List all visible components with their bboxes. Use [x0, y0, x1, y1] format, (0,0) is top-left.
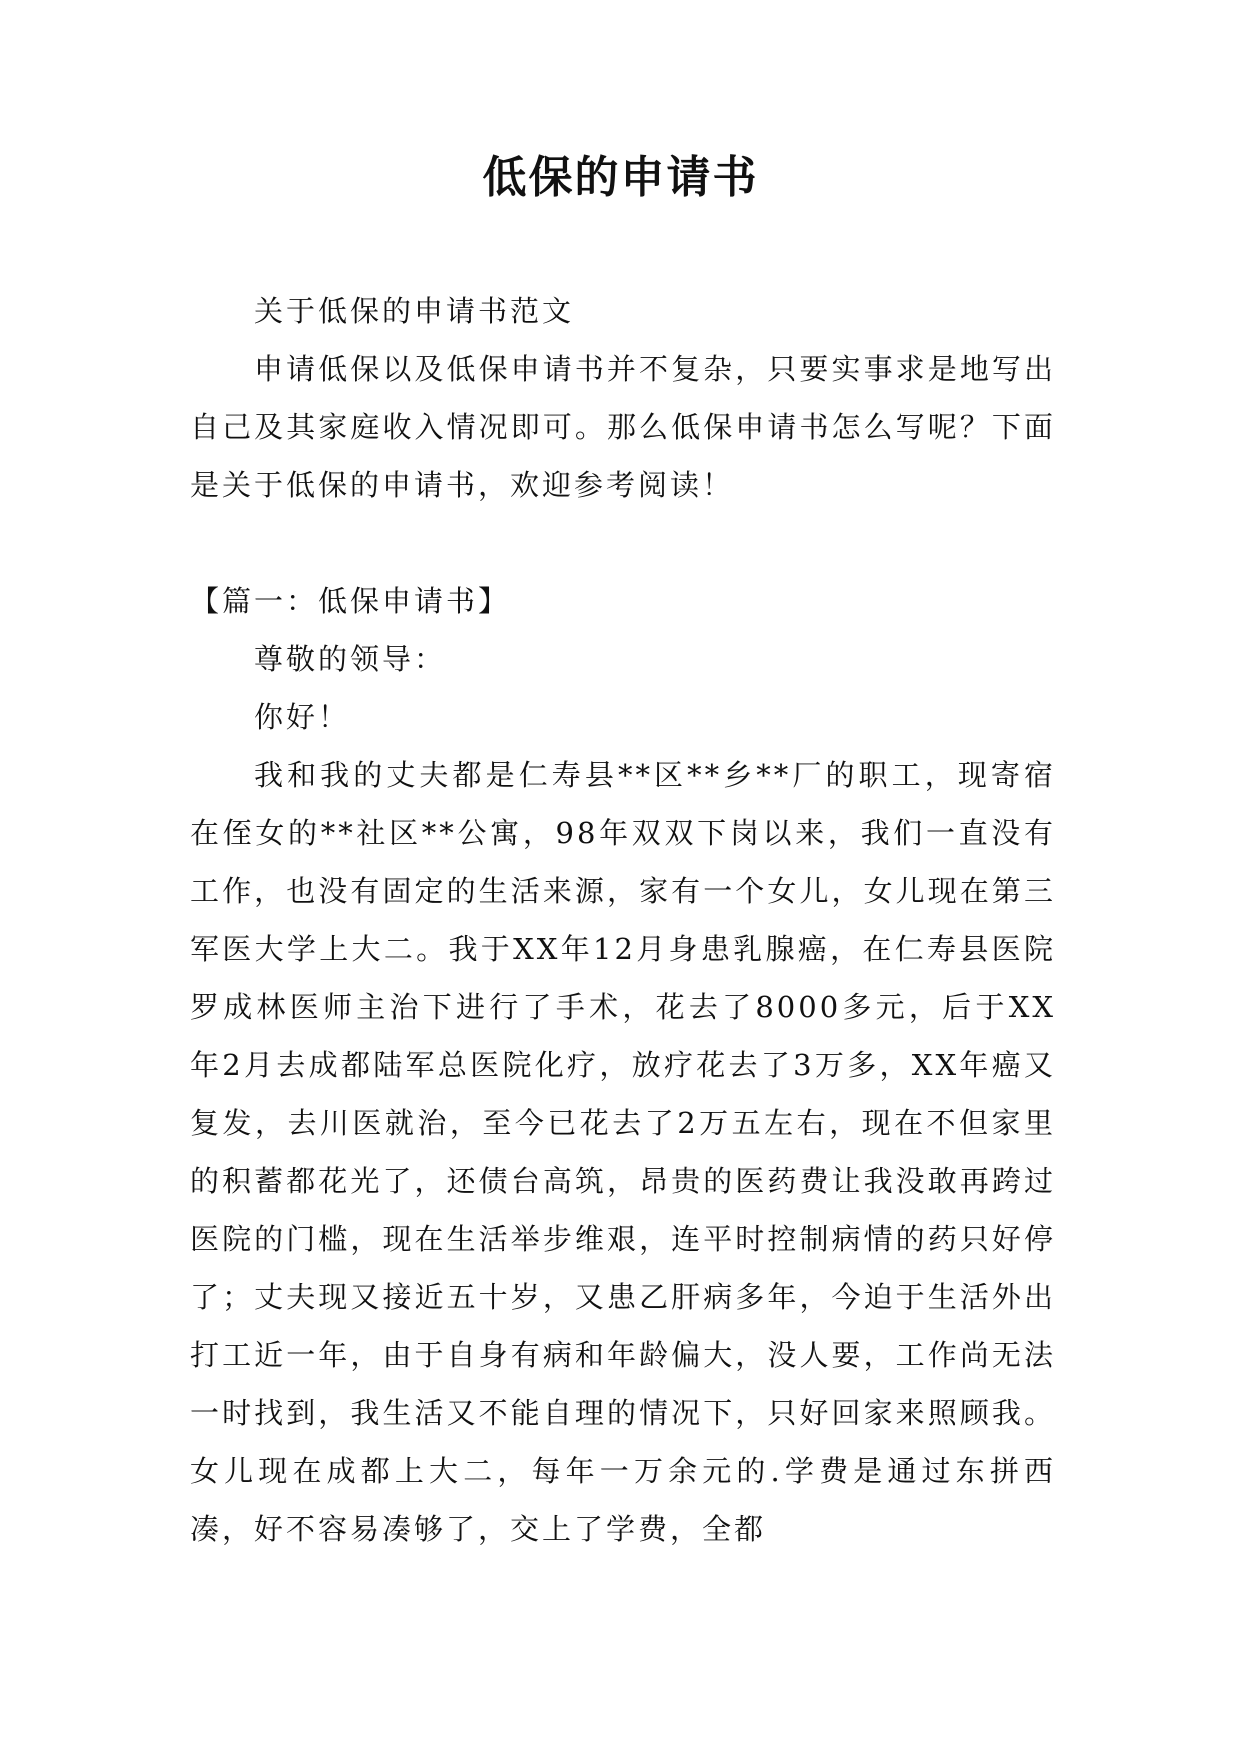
salutation: 尊敬的领导：: [254, 642, 447, 676]
section-heading: 【篇一：低保申请书】: [190, 584, 511, 618]
intro-heading: 关于低保的申请书范文: [254, 294, 575, 328]
document-title: 低保的申请书: [482, 152, 759, 203]
intro-paragraph: 申请低保以及低保申请书并不复杂，只要实事求是地写出自己及其家庭收入情况即可。那么低保申请书怎么写呢？下面是关于低保的申请书，欢迎参考阅读！: [190, 352, 1056, 502]
greeting: 你好！: [254, 700, 351, 734]
letter-body-paragraph: 我和我的丈夫都是仁寿县**区**乡**厂的职工，现寄宿在侄女的**社区**公寓，98年双双下岗以来，我们一直没有工作，也没有固定的生活来源，家有一个女儿，女儿现在第三军医大学上大二。我于XX年12月身患乳腺癌，在仁寿县医院罗成林医师主治下进行了手术，花去了8000多元，后于XX年2月去成都陆军总医院化疗，放疗花去了3万多，XX年癌又复发，去川医就治，至今已花去了2万五左右，现在不但家里的积蓄都花光了，还债台高筑，昂贵的医药费让我没敢再跨过医院的门槛，现在生活举步维艰，连平时控制病情的药只好停了；丈夫现又接近五十岁，又患乙肝病多年，今迫于生活外出打工近一年，由于自身有病和年龄偏大，没人要，工作尚无法一时找到，我生活又不能自理的情况下，只好回家来照顾我。女儿现在成都上大二，每年一万余元的.学费是通过东拼西凑，好不容易凑够了，交上了学费，全都: [190, 758, 1056, 1546]
document-body: [190, 282, 1056, 1558]
paragraph-gap: [190, 514, 1056, 572]
